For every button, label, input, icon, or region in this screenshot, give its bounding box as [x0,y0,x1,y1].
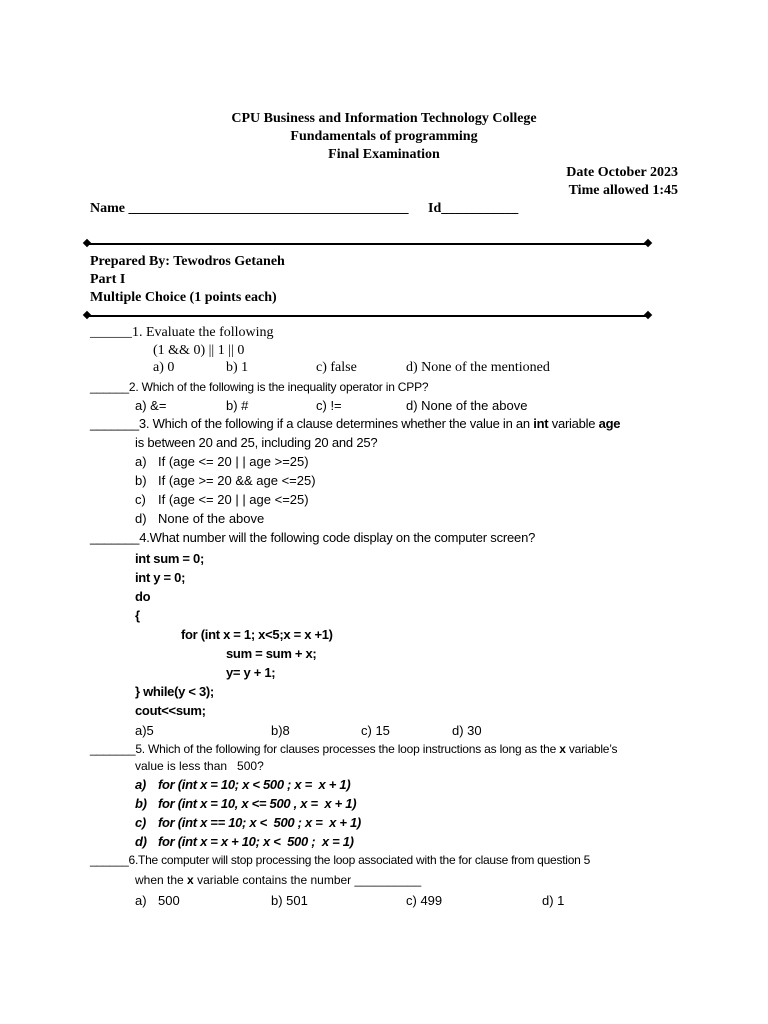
q4-stem: _______4.What number will the following code display on the computer screen? [90,530,536,545]
q3-stem [90,417,620,430]
q3-stem-text-2: variable [548,416,599,431]
q5-option-d-letter: d) [135,834,147,849]
code-line: { [135,608,140,623]
q6-option-b: b) 501 [271,893,308,908]
code-line: y= y + 1; [226,665,276,680]
q6-option-c: c) 499 [406,893,443,908]
q5-option-a-letter: a) [135,777,146,792]
q6-option-a: 500 [158,893,180,908]
q2-option-d: d) None of the above [406,398,528,413]
college-title: CPU Business and Information Technology College [231,111,537,126]
q2-option-a: a) &= [135,398,167,413]
q1-stem: ______1. Evaluate the following [90,325,274,340]
q6-stem-text: when the [135,873,188,887]
code-line: } while(y < 3); [135,684,214,699]
q2-option-c: c) != [316,398,342,413]
q5-option-b: for (int x = 10, x <= 500 , x = x + 1) [158,796,357,811]
q5-stem-line2: value is less than 500? [135,759,264,773]
code-line: for (int x = 1; x<5;x = x +1) [181,627,333,642]
q3-stem-line2: is between 20 and 25, including 20 and 25? [135,435,378,450]
q1-expression: (1 && 0) || 1 || 0 [153,343,245,358]
id-field: Id___________ [428,201,519,216]
q3-option-c: If (age <= 20 | | age <=25) [158,492,309,507]
q3-keyword-int: int [533,416,549,431]
q4-option-a: a)5 [135,723,154,738]
q5-keyword-x: x [559,742,566,756]
q5-option-c-letter: c) [135,815,146,830]
q6-stem-text-2: variable contains the number __________ [193,873,422,887]
divider-end-left [83,239,91,247]
q2-option-b: b) # [226,398,249,413]
time-allowed: Time allowed 1:45 [568,183,678,198]
code-line: int y = 0; [135,570,186,585]
q3-option-b: If (age >= 20 && age <=25) [158,473,316,488]
prepared-by: Prepared By: Tewodros Getaneh [90,254,285,269]
q3-option-c-letter: c) [135,492,146,507]
q6-stem: ______6.The computer will stop processing the loop associated with the for clause from question 5 [90,853,591,867]
q3-option-a-letter: a) [135,454,147,469]
q5-stem-text: _______5. Which of the following for clauses processes the loop instructions as long as the [90,742,560,756]
divider-end-right [644,239,652,247]
q5-option-d: for (int x = x + 10; x < 500 ; x = 1) [158,834,354,849]
divider-bottom [88,315,650,317]
part-label: Part I [90,272,126,287]
section-label: Multiple Choice (1 points each) [90,290,277,305]
code-line: do [135,589,151,604]
q3-option-b-letter: b) [135,473,147,488]
q6-stem-line2 [135,874,421,886]
q1-option-c: c) false [316,360,357,375]
q6-keyword-x: x [187,873,194,887]
q3-keyword-age: age [598,416,621,431]
q3-option-d-letter: d) [135,511,147,526]
q4-option-b: b)8 [271,723,290,738]
q1-option-d: d) None of the mentioned [406,360,550,375]
q6-option-a-letter: a) [135,893,147,908]
q1-option-a: a) 0 [153,360,175,375]
code-line: cout<<sum; [135,703,206,718]
q5-option-a: for (int x = 10; x < 500 ; x = x + 1) [158,777,351,792]
q6-option-d: d) 1 [542,893,565,908]
q5-option-c: for (int x == 10; x < 500 ; x = x + 1) [158,815,361,830]
course-title: Fundamentals of programming [290,129,478,144]
q2-stem: ______2. Which of the following is the inequality operator in CPP? [90,380,429,394]
q3-option-a: If (age <= 20 | | age >=25) [158,454,309,469]
q5-option-b-letter: b) [135,796,147,811]
code-line: int sum = 0; [135,551,204,566]
q3-option-d: None of the above [158,511,265,526]
q5-stem [90,743,617,755]
q4-option-d: d) 30 [452,723,482,738]
q3-stem-text: _______3. Which of the following if a clause determines whether the value in an [90,416,534,431]
divider-end-left [83,311,91,319]
exam-title: Final Examination [328,147,440,162]
q5-stem-text-2: variable’s [565,742,618,756]
divider-top [88,243,650,245]
code-line: sum = sum + x; [226,646,317,661]
exam-date: Date October 2023 [566,165,678,180]
divider-end-right [644,311,652,319]
name-field: Name ________________________________________ [90,201,409,216]
q1-option-b: b) 1 [226,360,249,375]
q4-option-c: c) 15 [361,723,390,738]
